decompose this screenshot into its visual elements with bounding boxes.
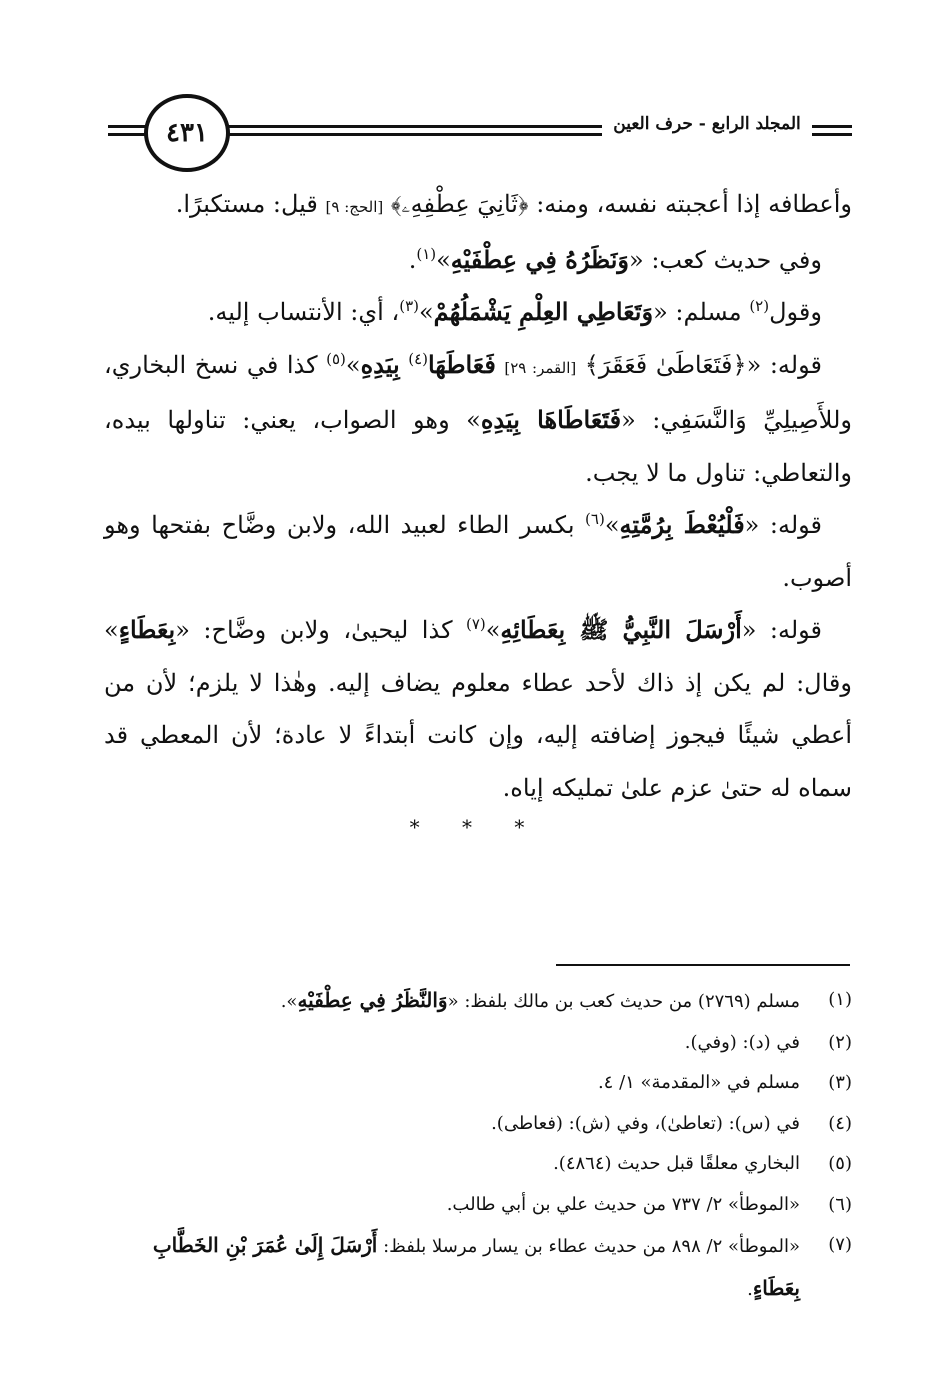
text-span: . bbox=[747, 1278, 753, 1300]
text-span: كذا في نسخ البخاري، وللأَصِيلِيِّ وَالنَّسَفِي: « bbox=[104, 350, 852, 434]
text-span: مسلم: « bbox=[653, 298, 742, 326]
footnote-item bbox=[106, 1144, 852, 1185]
section-divider-stars: * * * bbox=[409, 815, 543, 839]
header-rule bbox=[218, 133, 602, 136]
header-rule bbox=[218, 125, 602, 128]
footnote-number: (٤) bbox=[828, 1112, 852, 1134]
footnote-marker[interactable]: (٥) bbox=[326, 349, 346, 368]
paragraph bbox=[104, 286, 852, 339]
text-span: » وقال: لم يكن إذ ذاك لأحد عطاء معلوم يضاف إليه. وهٰذا لا يلزم؛ لأن من أعطي شيئًا فيجوز إضافته إليه، وإن كانت أبتداءً لا عادة؛ لأن المعطي قد سماه له حتىٰ عزم علىٰ تمليكه إياه. bbox=[104, 616, 852, 802]
text-span: «الموطأ» ٢/ ٨٩٨ من حديث عطاء بن يسار مرسلا بلفظ: bbox=[377, 1236, 800, 1257]
hadith-quote: وَالنَّظَرُ فِي عِطْفَيْهِ bbox=[297, 988, 448, 1012]
text-span: قوله: « bbox=[741, 616, 822, 644]
text-span: » bbox=[436, 245, 451, 274]
hadith-quote: بِعَطَاءٍ bbox=[118, 615, 176, 644]
footnote-text: في (س): (تعاطىٰ)، وفي (ش): (فعاطى). bbox=[491, 1112, 800, 1134]
footnote-item bbox=[106, 1023, 852, 1064]
footnote-text: مسلم في «المقدمة» ١/ ٤. bbox=[597, 1072, 800, 1093]
page-header bbox=[108, 92, 852, 172]
footnote-marker[interactable]: (٣) bbox=[399, 297, 419, 315]
footnote-marker[interactable]: (٧) bbox=[465, 615, 486, 633]
text-span: » bbox=[418, 298, 434, 326]
paragraph bbox=[104, 604, 852, 814]
paragraph bbox=[104, 499, 852, 604]
text-span: وأعطافه إذا أعجبته نفسه، ومنه: ﴿ثَانِيَ عِطْفِهِۦ﴾ bbox=[390, 190, 852, 218]
footnote-item bbox=[106, 1104, 852, 1145]
header-rule bbox=[812, 133, 852, 136]
footnote-item bbox=[106, 980, 852, 1023]
header-rule bbox=[108, 133, 148, 136]
hadith-quote: أَرْسَلَ إِلَىٰ عُمَرَ بْنِ الخَطَّابِ بِعَطَاءٍ bbox=[152, 1233, 800, 1300]
text-span: مسلم (٢٧٦٩) من حديث كعب بن مالك بلفظ: « bbox=[447, 991, 800, 1012]
text-span: وقول bbox=[769, 298, 822, 326]
hadith-quote: وَنَظَرُهُ فِي عِطْفَيْهِ bbox=[450, 244, 630, 274]
text-span: بكسر الطاء لعبيد الله، ولابن وضَّاح بفتحها وهو أصوب. bbox=[104, 511, 852, 592]
hadith-quote: وَتَعَاطِي العِلْمِ يَشْمَلُهُمْ bbox=[433, 297, 654, 326]
footnote-text: «الموطأ» ٢/ ٧٣٧ من حديث علي بن أبي طالب. bbox=[446, 1193, 800, 1215]
running-head: المجلد الرابع - حرف العين bbox=[613, 114, 801, 134]
text-span: ، أي: الأنتساب إليه. bbox=[207, 298, 400, 326]
text-span: قوله: « bbox=[744, 511, 823, 539]
text-span: قيل: مستكبرًا. bbox=[175, 190, 318, 218]
text-span: كذا ليحيىٰ، ولابن وضَّاح: « bbox=[175, 616, 453, 644]
footnote-item bbox=[106, 1185, 852, 1226]
header-rule bbox=[108, 125, 148, 128]
text-span: وفي حديث كعب: « bbox=[629, 245, 822, 274]
hadith-quote: فَعَاطَهَا bbox=[427, 349, 496, 379]
text-span: ». bbox=[280, 991, 298, 1012]
footnote-separator bbox=[556, 964, 850, 966]
footnote-number: (٦) bbox=[828, 1193, 852, 1215]
text-span: » bbox=[485, 616, 501, 644]
paragraph bbox=[104, 178, 852, 234]
footnote-item bbox=[106, 1063, 852, 1104]
page-number: ٤٣١ bbox=[144, 94, 230, 172]
paragraph bbox=[104, 234, 852, 287]
quran-reference: [القمر: ٢٩] bbox=[504, 358, 577, 377]
footnote-number: (٢) bbox=[828, 1031, 852, 1053]
text-span: » bbox=[345, 350, 361, 379]
body-text bbox=[104, 178, 852, 814]
hadith-quote: فَتَعَاطَاهَا بِيَدِهِ bbox=[480, 405, 622, 434]
footnote-number: (٥) bbox=[828, 1153, 852, 1174]
text-span: » وهو الصواب، يعني: تناولها بيده، والتعاطي: تناول ما لا يجب. bbox=[104, 406, 852, 487]
footnote-text: في (د): (وفي). bbox=[684, 1031, 800, 1053]
footnote-number: (٣) bbox=[828, 1072, 852, 1093]
text-span: . bbox=[408, 245, 417, 274]
footnote-text: البخاري معلقًا قبل حديث (٤٨٦٤). bbox=[553, 1153, 800, 1174]
footnotes bbox=[106, 980, 852, 1310]
footnote-marker[interactable]: (٢) bbox=[749, 297, 770, 315]
quran-reference: [الحج: ٩] bbox=[325, 198, 384, 216]
hadith-quote: أَرْسَلَ النَّبِيُّ ﷺ بِعَطَائِهِ bbox=[500, 615, 742, 644]
footnote-item bbox=[106, 1225, 852, 1310]
hadith-quote: فَلْيُعْطَ بِرُمَّتِهِ bbox=[619, 510, 745, 539]
header-rule bbox=[812, 125, 852, 128]
paragraph bbox=[104, 339, 852, 500]
footnote-marker[interactable]: (٤) bbox=[408, 349, 428, 368]
text-span: » bbox=[604, 511, 620, 539]
footnote-marker[interactable]: (١) bbox=[416, 244, 437, 263]
footnote-number: (١) bbox=[828, 989, 852, 1010]
footnote-text bbox=[106, 980, 800, 1023]
footnote-number: (٧) bbox=[828, 1234, 852, 1255]
footnote-text bbox=[106, 1225, 800, 1310]
hadith-quote: بِيَدِهِ bbox=[360, 349, 400, 379]
footnote-marker[interactable]: (٦) bbox=[585, 510, 605, 528]
text-span: قوله: «﴿فَتَعَاطَىٰ فَعَقَرَ﴾ bbox=[584, 350, 822, 379]
